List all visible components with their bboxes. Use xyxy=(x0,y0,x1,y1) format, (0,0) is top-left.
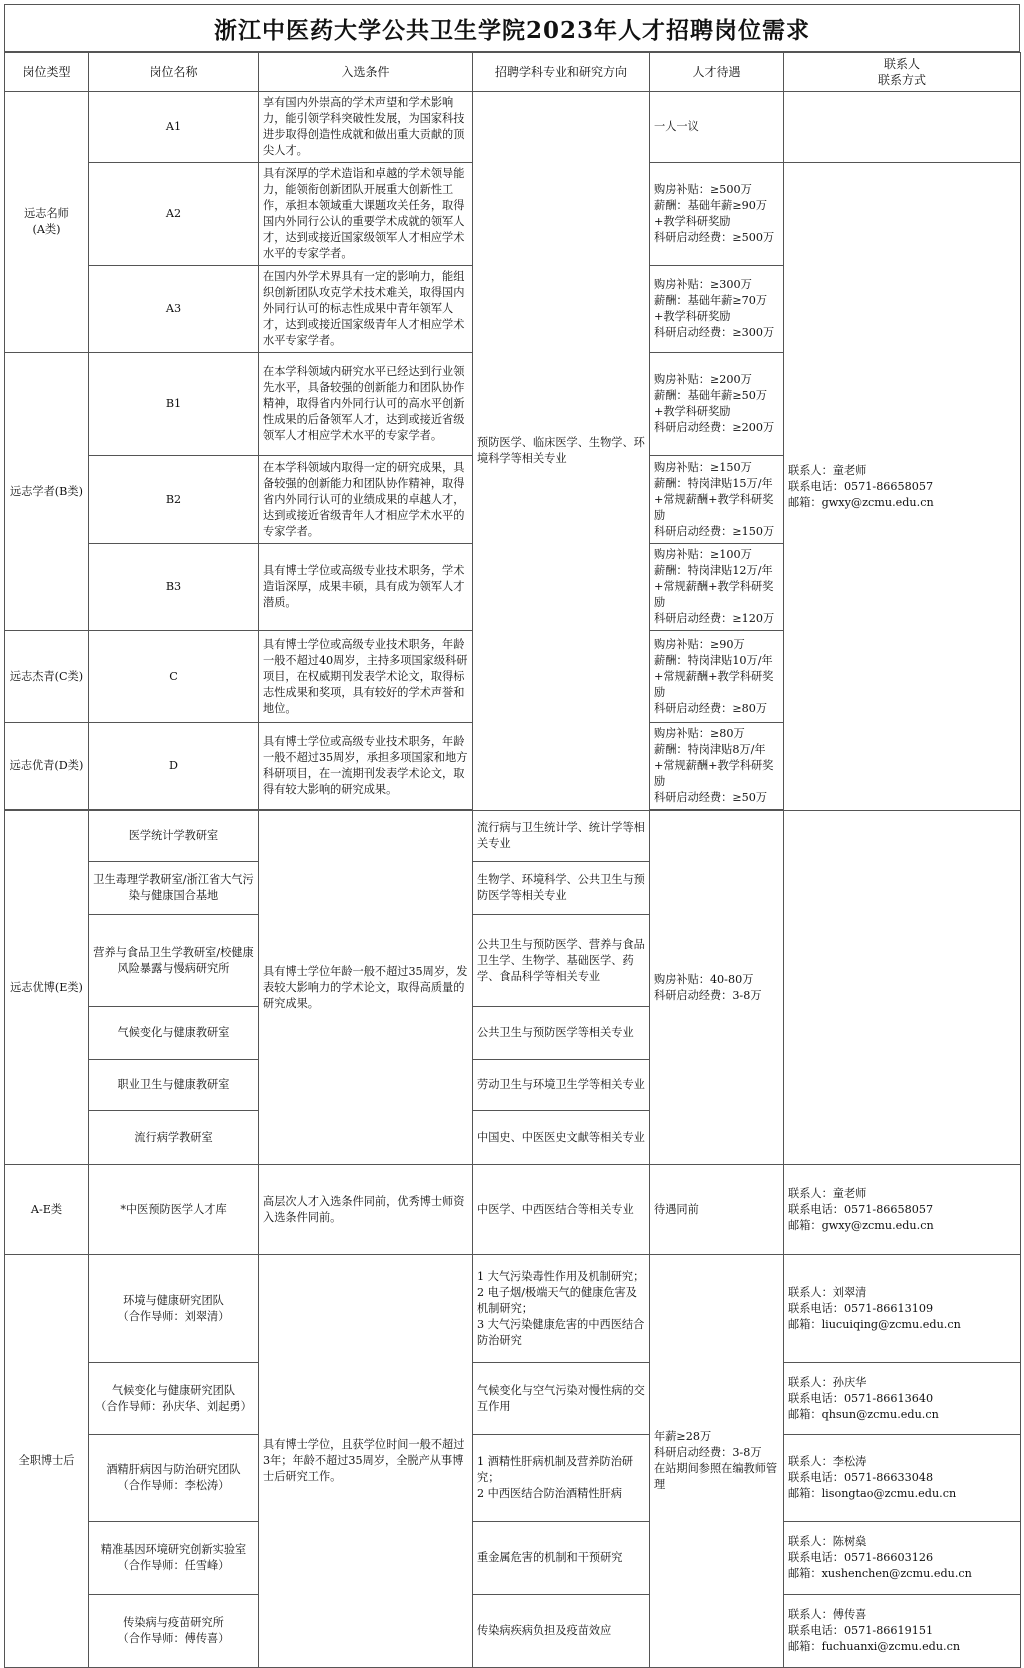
header-name: 岗位名称 xyxy=(89,53,259,92)
post-contact: 联系人：刘翠清 联系电话：0571-86613109 邮箱：liucuiqing@zcmu.edu.cn xyxy=(784,1255,1021,1363)
post-contact: 联系人：孙庆华 联系电话：0571-86613640 邮箱：qhsun@zcmu.edu.cn xyxy=(784,1363,1021,1435)
table-row xyxy=(5,811,1021,862)
post-contact: 联系人：李松涛 联系电话：0571-86633048 邮箱：lisongtao@zcmu.edu.cn xyxy=(784,1435,1021,1522)
post-benefit: 待遇同前 xyxy=(650,1165,784,1255)
table-row xyxy=(5,1435,1021,1522)
group-c: 远志杰青(C类) xyxy=(5,631,89,723)
post-name: A1 xyxy=(89,92,259,163)
post-name: 酒精肝病因与防治研究团队 （合作导师：李松涛） xyxy=(89,1435,259,1522)
post-contact: 联系人：傅传喜 联系电话：0571-86619151 邮箱：fuchuanxi@zcmu.edu.cn xyxy=(784,1595,1021,1668)
post-benefit: 购房补贴：≥150万 薪酬：特岗津贴15万/年+常规薪酬+教学科研奖励 科研启动经费：≥150万 xyxy=(650,456,784,544)
post-contact: 联系人：陈树燊 联系电话：0571-86603126 邮箱：xushenchen@zcmu.edu.cn xyxy=(784,1522,1021,1595)
postdoc-benefit: 年薪≥28万 科研启动经费：3-8万 在站期间参照在编教师管理 xyxy=(650,1255,784,1668)
post-benefit: 购房补贴：≥90万 薪酬：特岗津贴10万/年+常规薪酬+教学科研奖励 科研启动经费：≥80万 xyxy=(650,631,784,723)
post-major: 生物学、环境科学、公共卫生与预防医学等相关专业 xyxy=(473,862,650,915)
postdoc-condition: 具有博士学位，且获学位时间一般不超过3年；年龄不超过35周岁，全脱产从事博士后研究工作。 xyxy=(259,1255,473,1668)
group-postdoc: 全职博士后 xyxy=(5,1255,89,1668)
post-condition: 高层次人才入选条件同前，优秀博士师资入选条件同前。 xyxy=(259,1165,473,1255)
header-contact: 联系人 联系方式 xyxy=(784,53,1021,92)
post-major: 劳动卫生与环境卫生学等相关专业 xyxy=(473,1060,650,1111)
post-condition: 具有博士学位或高级专业技术职务，年龄一般不超过40周岁，主持多项国家级科研项目，在权威期刊发表学术论文，取得标志性成果和奖项，具有较好的学术声誉和地位。 xyxy=(259,631,473,723)
post-major: 气候变化与空气污染对慢性病的交互作用 xyxy=(473,1363,650,1435)
post-name: 气候变化与健康研究团队 （合作导师：孙庆华、刘起勇） xyxy=(89,1363,259,1435)
post-name: C xyxy=(89,631,259,723)
post-condition: 享有国内外崇高的学术声望和学术影响力，能引领学科突破性发展，为国家科技进步取得创造性成就和做出重大贡献的顶尖人才。 xyxy=(259,92,473,163)
header-condition: 入选条件 xyxy=(259,53,473,92)
post-condition: 在国内外学术界具有一定的影响力，能组织创新团队攻克学术技术难关，取得国内外同行认可的标志性成果中青年领军人才，达到或接近国家级青年人才相应学术水平专家学者。 xyxy=(259,266,473,353)
header-benefit: 人才待遇 xyxy=(650,53,784,92)
post-name: 职业卫生与健康教研室 xyxy=(89,1060,259,1111)
table-row xyxy=(5,92,1021,163)
post-contact: 联系人：童老师 联系电话：0571-86658057 邮箱：gwxy@zcmu.edu.cn xyxy=(784,1165,1021,1255)
post-major: 1 大气污染毒性作用及机制研究； 2 电子烟/极端天气的健康危害及机制研究； 3 大气污染健康危害的中西医结合防治研究 xyxy=(473,1255,650,1363)
recruitment-table xyxy=(4,52,1021,1668)
table-header-row xyxy=(5,53,1021,92)
post-name: A2 xyxy=(89,163,259,266)
post-condition: 具有博士学位或高级专业技术职务，年龄一般不超过35周岁，承担多项国家和地方科研项目，在一流期刊发表学术论文，取得有较大影响的研究成果。 xyxy=(259,723,473,810)
page-title: 浙江中医药大学公共卫生学院2023年人才招聘岗位需求 xyxy=(4,4,1020,52)
table-row xyxy=(5,1522,1021,1595)
post-major: 公共卫生与预防医学、营养与食品卫生学、生物学、基础医学、药学、食品科学等相关专业 xyxy=(473,915,650,1007)
header-type: 岗位类型 xyxy=(5,53,89,92)
post-major: 中医学、中西医结合等相关专业 xyxy=(473,1165,650,1255)
post-name: 医学统计学教研室 xyxy=(89,811,259,862)
post-condition: 在本学科领域内研究水平已经达到行业领先水平，具备较强的创新能力和团队协作精神，取得省内外同行认可的高水平创新性成果的后备领军人才，达到或接近省级领军人才相应学术水平的专家学者。 xyxy=(259,353,473,456)
post-condition: 具有博士学位或高级专业技术职务，学术造诣深厚，成果丰硕，具有成为领军人才潜质。 xyxy=(259,544,473,631)
table-row xyxy=(5,1363,1021,1435)
post-name: 营养与食品卫生学教研室/校健康风险暴露与慢病研究所 xyxy=(89,915,259,1007)
post-benefit: 购房补贴：≥200万 薪酬：基础年薪≥50万+教学科研奖励 科研启动经费：≥200万 xyxy=(650,353,784,456)
major-abcd: 预防医学、临床医学、生物学、环境科学等相关专业 xyxy=(473,92,650,811)
post-major: 传染病疾病负担及疫苗效应 xyxy=(473,1595,650,1668)
e-benefit: 购房补贴：40-80万 科研启动经费：3-8万 xyxy=(650,811,784,1165)
post-benefit: 购房补贴：≥300万 薪酬：基础年薪≥70万+教学科研奖励 科研启动经费：≥300万 xyxy=(650,266,784,353)
group-ae: A-E类 xyxy=(5,1165,89,1255)
post-condition: 具有深厚的学术造诣和卓越的学术领导能力，能领衔创新团队开展重大创新性工作，承担本领域重大课题攻关任务，取得国内外同行公认的重要学术成就的领军人才，达到或接近国家级领军人才相应学术水平的专家学者。 xyxy=(259,163,473,266)
contact-main: 联系人：童老师 联系电话：0571-86658057 邮箱：gwxy@zcmu.edu.cn xyxy=(784,163,1021,811)
post-major: 流行病与卫生统计学、统计学等相关专业 xyxy=(473,811,650,862)
table-row xyxy=(5,1255,1021,1363)
post-name: D xyxy=(89,723,259,810)
post-major: 中国史、中医医史文献等相关专业 xyxy=(473,1111,650,1165)
post-name: 精准基因环境研究创新实验室 （合作导师：任雪峰） xyxy=(89,1522,259,1595)
post-name: 传染病与疫苗研究所 （合作导师：傅传喜） xyxy=(89,1595,259,1668)
post-benefit: 购房补贴：≥100万 薪酬：特岗津贴12万/年+常规薪酬+教学科研奖励 科研启动经费：≥120万 xyxy=(650,544,784,631)
post-name: B3 xyxy=(89,544,259,631)
post-name: A3 xyxy=(89,266,259,353)
post-major: 1 酒精性肝病机制及营养防治研究； 2 中西医结合防治酒精性肝病 xyxy=(473,1435,650,1522)
group-a: 远志名师 (A类) xyxy=(5,92,89,353)
post-name: 气候变化与健康教研室 xyxy=(89,1007,259,1060)
group-d: 远志优青(D类) xyxy=(5,723,89,810)
group-b: 远志学者(B类) xyxy=(5,353,89,631)
contact-empty xyxy=(784,92,1021,163)
post-name: 环境与健康研究团队 （合作导师：刘翠清） xyxy=(89,1255,259,1363)
table-row xyxy=(5,1165,1021,1255)
header-major: 招聘学科专业和研究方向 xyxy=(473,53,650,92)
post-name: *中医预防医学人才库 xyxy=(89,1165,259,1255)
post-benefit: 购房补贴：≥80万 薪酬：特岗津贴8万/年+常规薪酬+教学科研奖励 科研启动经费：≥50万 xyxy=(650,723,784,810)
post-benefit: 一人一议 xyxy=(650,92,784,163)
post-name: 卫生毒理学教研室/浙江省大气污染与健康国合基地 xyxy=(89,862,259,915)
post-name: B2 xyxy=(89,456,259,544)
post-name: 流行病学教研室 xyxy=(89,1111,259,1165)
post-name: B1 xyxy=(89,353,259,456)
post-major: 公共卫生与预防医学等相关专业 xyxy=(473,1007,650,1060)
contact-empty xyxy=(784,811,1021,1165)
post-benefit: 购房补贴：≥500万 薪酬：基础年薪≥90万+教学科研奖励 科研启动经费：≥500万 xyxy=(650,163,784,266)
post-condition: 在本学科领域内取得一定的研究成果，具备较强的创新能力和团队协作精神，取得省内外同行认可的业绩成果的卓越人才，达到或接近省级青年人才相应学术水平的专家学者。 xyxy=(259,456,473,544)
table-row xyxy=(5,1595,1021,1668)
e-condition: 具有博士学位年龄一般不超过35周岁，发表较大影响力的学术论文，取得高质量的研究成果。 xyxy=(259,811,473,1165)
group-e: 远志优博(E类) xyxy=(5,811,89,1165)
post-major: 重金属危害的机制和干预研究 xyxy=(473,1522,650,1595)
